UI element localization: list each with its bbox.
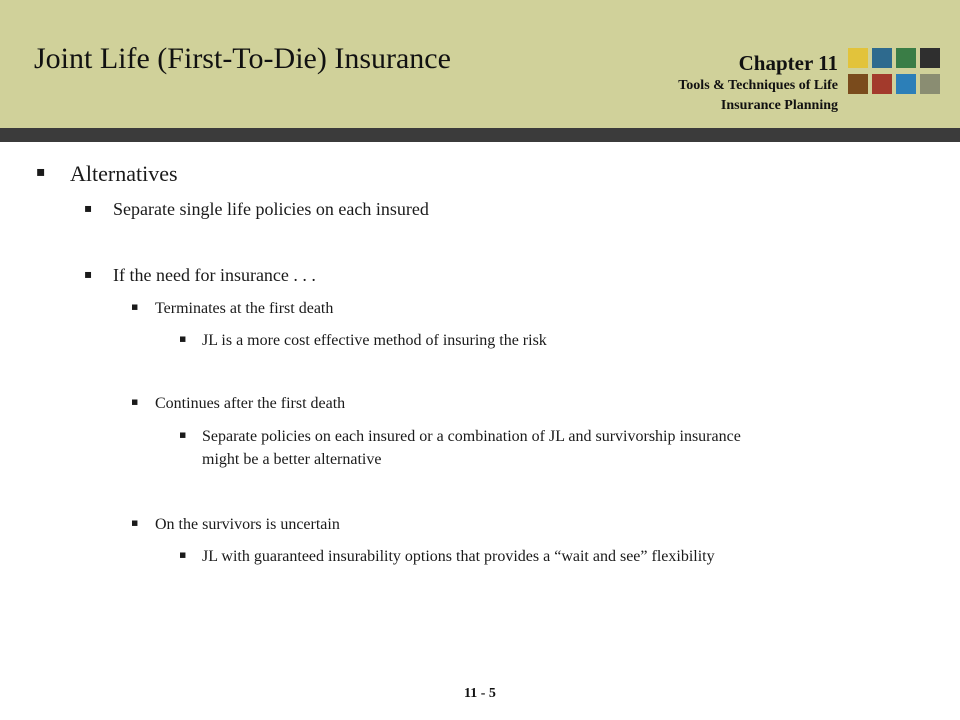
bullet-marker: ▪ (179, 428, 187, 441)
color-squares-logo (846, 48, 942, 94)
logo-square (848, 74, 868, 94)
bullet-separate-or-combination-cont: might be a better alternative (202, 451, 382, 468)
bullet-marker: ▪ (36, 164, 46, 180)
bullet-terminates: Terminates at the first death (155, 300, 334, 317)
bullet-marker: ▪ (131, 516, 139, 529)
bullet-jl-cost-effective: JL is a more cost effective method of insuring the risk (202, 332, 547, 349)
bullet-marker: ▪ (179, 548, 187, 561)
logo-square (896, 48, 916, 68)
chapter-subtitle-line-2: Insurance Planning (720, 98, 838, 113)
bullet-alternatives: Alternatives (70, 161, 178, 186)
logo-square (848, 48, 868, 68)
bullet-marker: ▪ (179, 332, 187, 345)
logo-square (896, 74, 916, 94)
header-divider-bar (0, 128, 960, 142)
bullet-continues: Continues after the first death (155, 395, 346, 412)
slide-title: Joint Life (First-To-Die) Insurance (34, 42, 451, 75)
logo-square (872, 74, 892, 94)
header-band (0, 0, 960, 128)
bullet-marker: ▪ (84, 201, 93, 215)
bullet-jl-guaranteed-insurability: JL with guaranteed insurability options that provides a “wait and see” flexibility (202, 548, 715, 565)
chapter-subtitle-line-1: Tools & Techniques of Life (678, 78, 838, 93)
bullet-survivors-uncertain: On the survivors is uncertain (155, 516, 340, 533)
logo-square (920, 74, 940, 94)
bullet-marker: ▪ (131, 300, 139, 313)
bullet-separate-policies: Separate single life policies on each insured (113, 199, 429, 219)
logo-square (920, 48, 940, 68)
chapter-title: Chapter 11 (738, 51, 838, 75)
chapter-block (678, 50, 838, 116)
logo-square (872, 48, 892, 68)
bullet-need-for-insurance: If the need for insurance . . . (113, 265, 316, 285)
page-number: 11 - 5 (464, 686, 496, 701)
bullet-marker: ▪ (131, 395, 139, 408)
bullet-separate-or-combination: Separate policies on each insured or a combination of JL and survivorship insurance (202, 428, 741, 445)
bullet-marker: ▪ (84, 267, 93, 281)
